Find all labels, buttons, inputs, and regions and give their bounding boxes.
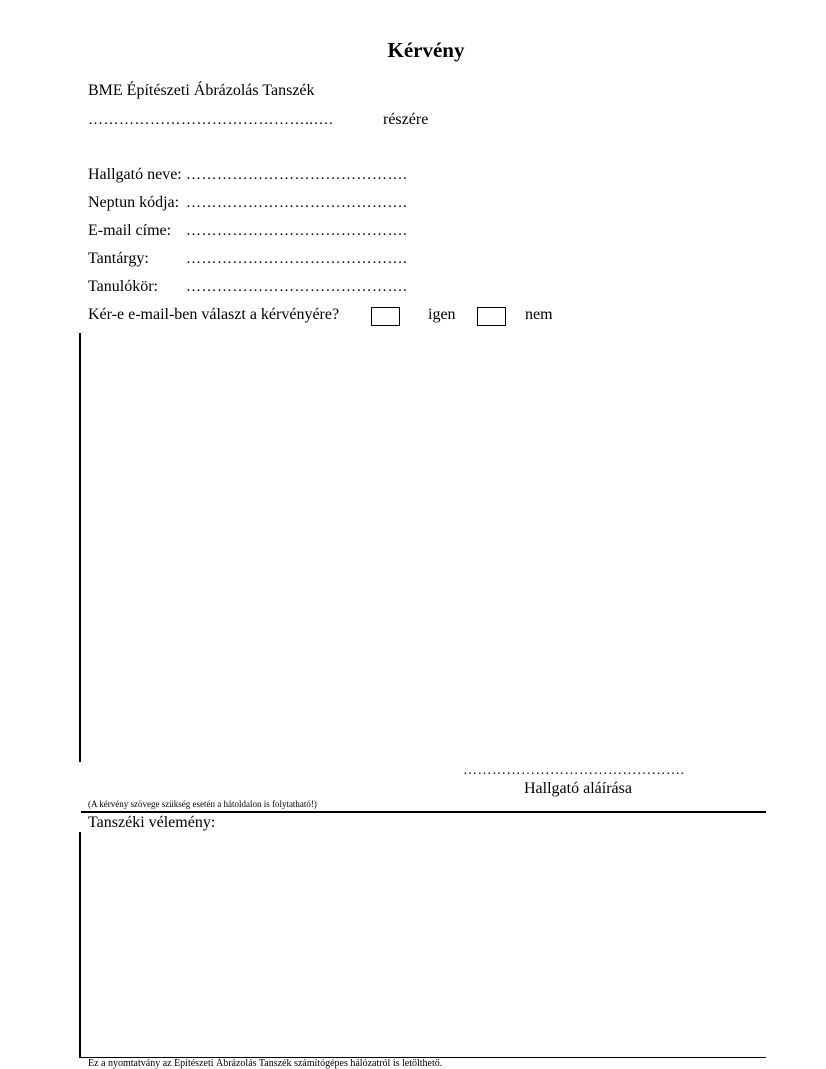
email-reply-yes-checkbox[interactable] (371, 307, 400, 326)
department-name: BME Építészeti Ábrázolás Tanszék (88, 82, 315, 99)
email-reply-question: Kér-e e-mail-ben választ a kérvényére? (88, 306, 340, 323)
email-field[interactable]: ……………………………………. (186, 223, 408, 239)
department-opinion-title: Tanszéki vélemény: (88, 814, 216, 831)
request-text-margin-line (79, 333, 81, 762)
neptun-code-field[interactable]: ……………………………………. (186, 195, 408, 211)
student-name-field[interactable]: ……………………………………. (186, 167, 408, 183)
form-title: Kérvény (387, 38, 465, 62)
opinion-margin-line (79, 832, 81, 1058)
email-reply-no-checkbox[interactable] (477, 307, 506, 326)
student-name-label: Hallgató neve: (88, 166, 182, 183)
footer-note: Ez a nyomtatvány az Építészeti Ábrázolás Tanszék számítógépes hálózatról is letölthető. (88, 1058, 443, 1069)
request-text-area[interactable] (84, 336, 764, 760)
signature-fill-line[interactable]: ………………………………………. (463, 763, 685, 778)
study-group-field[interactable]: ……………………………………. (186, 279, 408, 295)
email-label: E-mail címe: (88, 222, 172, 239)
email-reply-yes-label: igen (428, 306, 456, 323)
neptun-code-label: Neptun kódja: (88, 194, 180, 211)
recipient-suffix: részére (383, 111, 429, 128)
department-opinion-area[interactable] (84, 834, 764, 1054)
study-group-label: Tanulókör: (88, 278, 158, 295)
continuation-note: (A kérvény szövege szükség esetén a hátoldalon is folytatható!) (88, 799, 317, 809)
section-divider (81, 811, 766, 813)
subject-field[interactable]: ……………………………………. (186, 251, 408, 267)
signature-label: Hallgató aláírása (524, 780, 632, 797)
recipient-fill-line[interactable]: ……………………………………..…. (88, 112, 334, 128)
subject-label: Tantárgy: (88, 250, 149, 267)
email-reply-no-label: nem (525, 306, 553, 323)
